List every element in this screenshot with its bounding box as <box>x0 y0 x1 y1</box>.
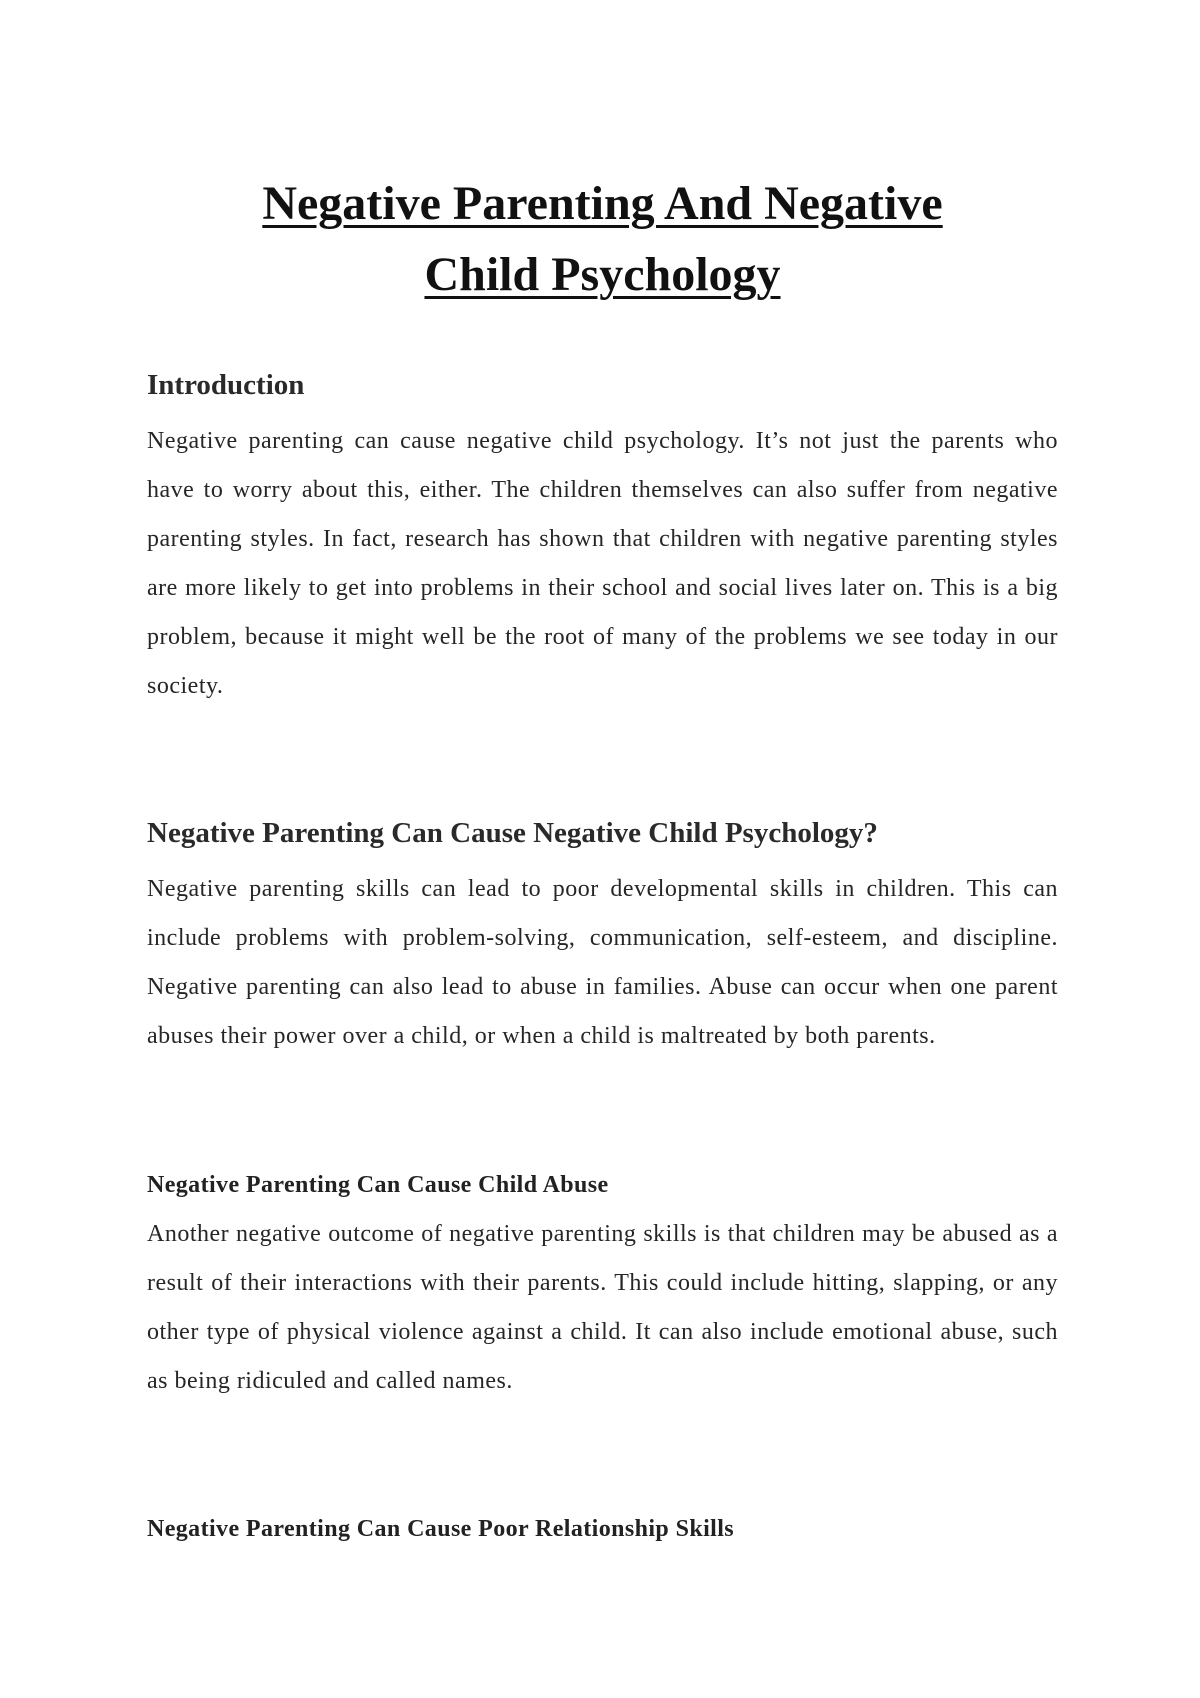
section-heading-introduction: Introduction <box>147 369 305 401</box>
section-heading-poor-relationship-skills: Negative Parenting Can Cause Poor Relationship Skills <box>147 1516 735 1542</box>
title-line-1: Negative Parenting And Negative <box>262 177 943 230</box>
section-body-introduction: Negative parenting can cause negative child psychology. It’s not just the parents who have to worry about this, either. The children themselves can also suffer from negative parenting styles. In fact, research has shown that children with negative parenting styles are more likely to get into problems in their school and social lives later on. This is a big problem, because it might well be the root of many of the problems we see today in our society. <box>147 428 1058 699</box>
title-line-2: Child Psychology <box>424 248 781 301</box>
section-heading-negative-child-psychology: Negative Parenting Can Cause Negative Child Psychology? <box>147 817 878 849</box>
document-title <box>147 168 1058 310</box>
section-body-negative-child-psychology: Negative parenting skills can lead to poor developmental skills in children. This can include problems with problem-solving, communication, self-esteem, and discipline. Negative parenting can also lead to abuse in families. Abuse can occur when one parent abuses their power over a child, or when a child is maltreated by both parents. <box>147 876 1058 1049</box>
section-heading-child-abuse: Negative Parenting Can Cause Child Abuse <box>147 1172 609 1198</box>
section-body-child-abuse: Another negative outcome of negative parenting skills is that children may be abused as a result of their interactions with their parents. This could include hitting, slapping, or any other type of physical violence against a child. It can also include emotional abuse, such as being ridiculed and called names. <box>147 1221 1058 1394</box>
